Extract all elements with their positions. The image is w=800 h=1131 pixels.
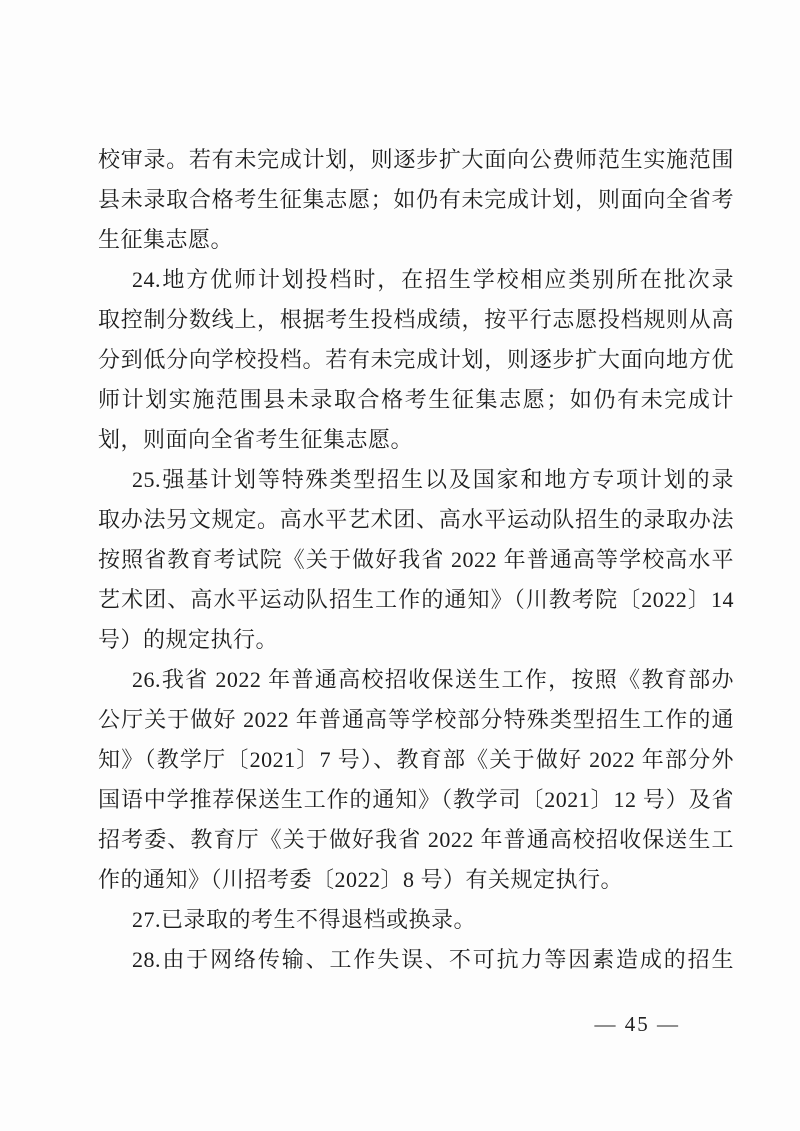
text-line: 24.地方优师计划投档时，在招生学校相应类别所在批次录	[132, 267, 734, 292]
paragraph	[98, 140, 734, 260]
text-line: 25.强基计划等特殊类型招生以及国家和地方专项计划的录	[132, 467, 734, 492]
paragraph-27	[98, 900, 734, 940]
text-line: 公厅关于做好 2022 年普通高等学校部分特殊类型招生工作的通	[98, 707, 734, 732]
text-line: 师计划实施范围县未录取合格考生征集志愿；如仍有未完成计	[98, 387, 734, 412]
page-number: — 45 —	[594, 1012, 680, 1036]
paragraph-26	[98, 660, 734, 900]
text-line: 划，则面向全省考生征集志愿。	[98, 427, 414, 452]
text-line: 艺术团、高水平运动队招生工作的通知》（川教考院〔2022〕14	[98, 587, 734, 612]
text-line: 取控制分数线上，根据考生投档成绩，按平行志愿投档规则从高	[98, 307, 734, 332]
text-line: 分到低分向学校投档。若有未完成计划，则逐步扩大面向地方优	[98, 347, 734, 372]
paragraph-28	[98, 940, 734, 980]
text-line: 28.由于网络传输、工作失误、不可抗力等因素造成的招生	[132, 947, 734, 972]
text-line: 知》（教学厅〔2021〕7 号）、教育部《关于做好 2022 年部分外	[98, 747, 734, 772]
text-line: 生征集志愿。	[98, 227, 234, 252]
text-line: 国语中学推荐保送生工作的通知》（教学司〔2021〕12 号）及省	[98, 787, 734, 812]
body-text	[98, 140, 734, 980]
text-line: 校审录。若有未完成计划，则逐步扩大面向公费师范生实施范围	[98, 147, 734, 172]
text-line: 27.已录取的考生不得退档或换录。	[132, 907, 477, 932]
text-line: 招考委、教育厅《关于做好我省 2022 年普通高校招收保送生工	[98, 827, 734, 852]
text-line: 作的通知》（川招考委〔2022〕8 号）有关规定执行。	[98, 867, 624, 892]
paragraph-25	[98, 460, 734, 660]
text-line: 县未录取合格考生征集志愿；如仍有未完成计划，则面向全省考	[98, 187, 734, 212]
text-line: 按照省教育考试院《关于做好我省 2022 年普通高等学校高水平	[98, 547, 734, 572]
paragraph-24	[98, 260, 734, 460]
text-line: 号）的规定执行。	[98, 627, 279, 652]
text-line: 取办法另文规定。高水平艺术团、高水平运动队招生的录取办法	[98, 507, 734, 532]
text-line: 26.我省 2022 年普通高校招收保送生工作，按照《教育部办	[132, 667, 734, 692]
